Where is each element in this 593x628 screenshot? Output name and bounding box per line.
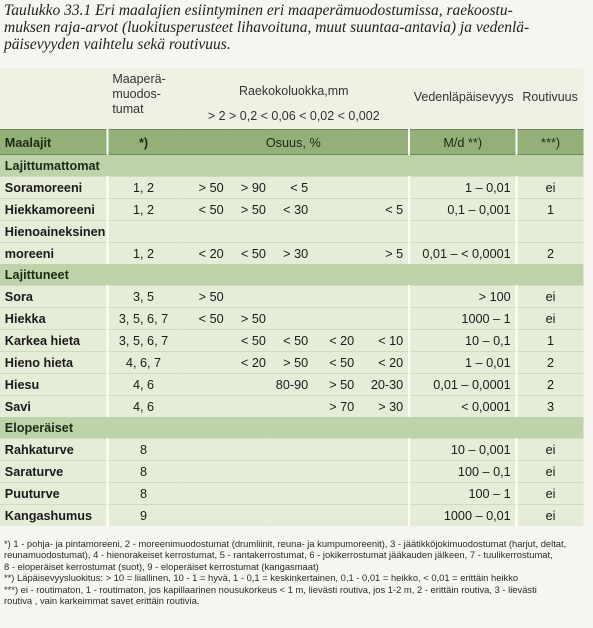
grain-lt002: > 50 [313,374,359,396]
formation-codes: 4, 6 [108,374,179,396]
water-permeability: 0,01 – 0,0001 [409,374,517,396]
grain-lt0002 [359,505,409,527]
grain-gt2 [179,221,229,243]
table-row [0,177,584,199]
grain-lt006 [271,483,313,505]
frost-class: ei [516,461,583,483]
grain-lt006: > 30 [271,243,313,265]
soil-name: Rahkaturve [0,439,108,461]
grain-gt02 [228,461,270,483]
formation-codes: 3, 5 [108,286,179,308]
grain-lt0002: < 10 [359,330,409,352]
grain-lt0002: < 20 [359,352,409,374]
grain-lt006: < 5 [271,177,313,199]
formation-codes: 1, 2 [108,199,179,221]
formation-codes: 9 [108,505,179,527]
grain-gt02: > 50 [228,199,270,221]
soil-name: Saraturve [0,461,108,483]
frost-class: ei [516,439,583,461]
frost-class: ei [516,286,583,308]
header-row [0,68,584,130]
grain-lt0002 [359,461,409,483]
grain-lt006: < 30 [271,199,313,221]
grain-gt02 [228,286,270,308]
section-row [0,155,584,177]
grain-gt2 [179,483,229,505]
grain-lt0002 [359,286,409,308]
table-row [0,505,584,527]
frost-class: ei [516,483,583,505]
section-row [0,417,584,439]
grain-gt2 [179,461,229,483]
frost-class: 1 [516,199,583,221]
grain-gt2 [179,396,229,418]
grain-lt002 [313,177,359,199]
frost-class: 3 [516,396,583,418]
footnote-line: 8 - eloperäiset kerrostumat (suot), 9 - eloperäiset kerrostumat (kangasmaat) [4,560,319,572]
header-frost: Routivuus [516,68,583,130]
table-row [0,308,584,330]
grain-lt002 [313,286,359,308]
soil-table [0,68,584,526]
water-permeability: > 100 [409,286,517,308]
frost-class: ei [516,505,583,527]
soil-name: Hienoaineksinen [0,221,108,243]
grain-lt006 [271,461,313,483]
soil-name: Hiesu [0,374,108,396]
footnote-line: routiva , vain karkeimmat savet erittäin routivia. [4,595,200,607]
grain-lt006 [271,396,313,418]
table-row [0,461,584,483]
grain-gt2 [179,352,229,374]
grain-lt002 [313,199,359,221]
col-frost-unit: ***) [516,130,583,155]
soil-name: Kangashumus [0,505,108,527]
grain-lt006 [271,221,313,243]
soil-name: Hiekka [0,308,108,330]
grain-lt006 [271,286,313,308]
grain-lt002 [313,505,359,527]
table-row [0,396,584,418]
soil-name: Sora [0,286,108,308]
water-permeability [409,221,517,243]
grain-lt006: < 50 [271,330,313,352]
grain-gt02: < 50 [228,243,270,265]
grain-gt02 [228,396,270,418]
grain-lt006 [271,308,313,330]
grain-lt0002 [359,221,409,243]
water-permeability: 100 – 0,1 [409,461,517,483]
grain-classes: > 2 > 0,2 < 0,06 < 0,02 < 0,002 [207,108,380,123]
grain-gt2: > 50 [179,286,229,308]
grain-lt002 [313,483,359,505]
table-row [0,374,584,396]
soil-name: Soramoreeni [0,177,108,199]
header-blank [0,68,108,130]
soil-name: Savi [0,396,108,418]
frost-class [516,221,583,243]
table-row [0,439,584,461]
grain-gt2 [179,330,229,352]
grain-gt2 [179,505,229,527]
soil-name: Puuturve [0,483,108,505]
section-title: Lajittuneet [0,264,584,286]
frost-class: ei [516,308,583,330]
section-row [0,264,584,286]
grain-lt0002: 20-30 [359,374,409,396]
grain-gt02 [228,221,270,243]
soil-name: moreeni [0,243,108,265]
footnote-line: ***) ei - routimaton, 1 - routimaton, jos kapillaarinen nousukorkeus < 1 m, lievästi routiva, jos 1-2 m, 2 - erittäin routiva, 3 - lievästi [4,583,537,595]
grain-gt02: < 20 [228,352,270,374]
grain-lt002: < 20 [313,330,359,352]
grain-gt02 [228,439,270,461]
section-title: Eloperäiset [0,417,584,439]
water-permeability: 100 – 1 [409,483,517,505]
footnote-line: **) Läpäisevyysluokitus: > 10 = liiallinen, 10 - 1 = hyvä, 1 - 0,1 = keskinkertainen, 0,1 - 0,01 = heikko, < 0,01 = erittäin heikko [4,572,519,584]
soil-name: Hiekkamoreeni [0,199,108,221]
grain-gt02 [228,505,270,527]
frost-class: 2 [516,352,583,374]
col-grain-unit: Osuus, % [179,130,409,155]
caption-line: muksen raja-arvot (luokitusperusteet lihavoituna, muut suuntaa-antavia) ja vedenlä- [4,19,530,36]
grain-gt2: < 20 [179,243,229,265]
grain-lt0002: > 30 [359,396,409,418]
frost-class: 2 [516,243,583,265]
table-row [0,352,584,374]
water-permeability: 10 – 0,001 [409,439,517,461]
formation-codes: 8 [108,483,179,505]
column-header-row [0,130,584,155]
col-water-unit: M/d **) [409,130,517,155]
grain-gt02: > 50 [228,308,270,330]
grain-lt0002 [359,439,409,461]
footnotes [4,538,589,606]
grain-gt02: < 50 [228,330,270,352]
grain-lt006: > 50 [271,352,313,374]
grain-lt006 [271,439,313,461]
grain-lt006 [271,505,313,527]
grain-gt2: < 50 [179,308,229,330]
water-permeability: 1 – 0,01 [409,177,517,199]
formation-codes: 1, 2 [108,177,179,199]
grain-lt002 [313,461,359,483]
grain-lt0002: > 5 [359,243,409,265]
soil-name: Karkea hieta [0,330,108,352]
formation-codes: 4, 6, 7 [108,352,179,374]
grain-gt2: > 50 [179,177,229,199]
table-caption [4,2,589,53]
grain-lt002: > 70 [313,396,359,418]
grain-lt0002 [359,308,409,330]
frost-class: 2 [516,374,583,396]
water-permeability: 10 – 0,1 [409,330,517,352]
water-permeability: 0,01 – < 0,0001 [409,243,517,265]
table-row [0,243,584,265]
grain-gt02: > 90 [228,177,270,199]
table-row [0,199,584,221]
header-maapera: Maaperä- muodos- tumat [108,68,179,130]
grain-lt002: < 50 [313,352,359,374]
formation-codes: 3, 5, 6, 7 [108,308,179,330]
table-row [0,483,584,505]
formation-codes: 3, 5, 6, 7 [108,330,179,352]
footnote-line: *) 1 - pohja- ja pintamoreeni, 2 - moreenimuodostumat (drumliinit, reuna- ja kumpumoreenit), 3 - jäätikköjokimuodostumat (harjut, deltat, [4,538,567,549]
water-permeability: 1000 – 1 [409,308,517,330]
formation-codes [108,221,179,243]
formation-codes: 4, 6 [108,396,179,418]
grain-lt002 [313,439,359,461]
table-body [0,155,584,527]
table-row [0,330,584,352]
table-row [0,286,584,308]
grain-lt0002 [359,177,409,199]
water-permeability: < 0,0001 [409,396,517,418]
grain-gt2 [179,374,229,396]
footnote-line: reunamuodostumat), 4 - hienorakeiset kerrostumat, 5 - rantakerrostumat, 6 - jokikerrostumat jääkauden jälkeen, 7 - tuulikerrostumat, [4,549,553,561]
grain-lt002 [313,243,359,265]
formation-codes: 1, 2 [108,243,179,265]
frost-class: 1 [516,330,583,352]
grain-title: Raekokoluokka,mm [238,83,349,98]
header-grain [179,68,409,130]
water-permeability: 1000 – 0,01 [409,505,517,527]
grain-gt02 [228,483,270,505]
grain-gt2 [179,439,229,461]
table-row [0,221,584,243]
formation-codes: 8 [108,461,179,483]
caption-line: päisevyyden vaihtelu sekä routivuus. [4,36,231,53]
grain-lt002 [313,308,359,330]
water-permeability: 1 – 0,01 [409,352,517,374]
formation-codes: 8 [108,439,179,461]
grain-gt02 [228,374,270,396]
grain-lt0002: < 5 [359,199,409,221]
col-maalajit: Maalajit [0,130,108,155]
grain-lt006: 80-90 [271,374,313,396]
col-mm-unit: *) [108,130,179,155]
water-permeability: 0,1 – 0,001 [409,199,517,221]
grain-lt002 [313,221,359,243]
soil-name: Hieno hieta [0,352,108,374]
frost-class: ei [516,177,583,199]
grain-lt0002 [359,483,409,505]
caption-line: Taulukko 33.1 Eri maalajien esiintyminen eri maaperämuodostumissa, raekoostu- [4,2,513,19]
header-water: Vedenläpäisevyys [409,68,517,130]
grain-gt2: < 50 [179,199,229,221]
section-title: Lajittumattomat [0,155,584,177]
